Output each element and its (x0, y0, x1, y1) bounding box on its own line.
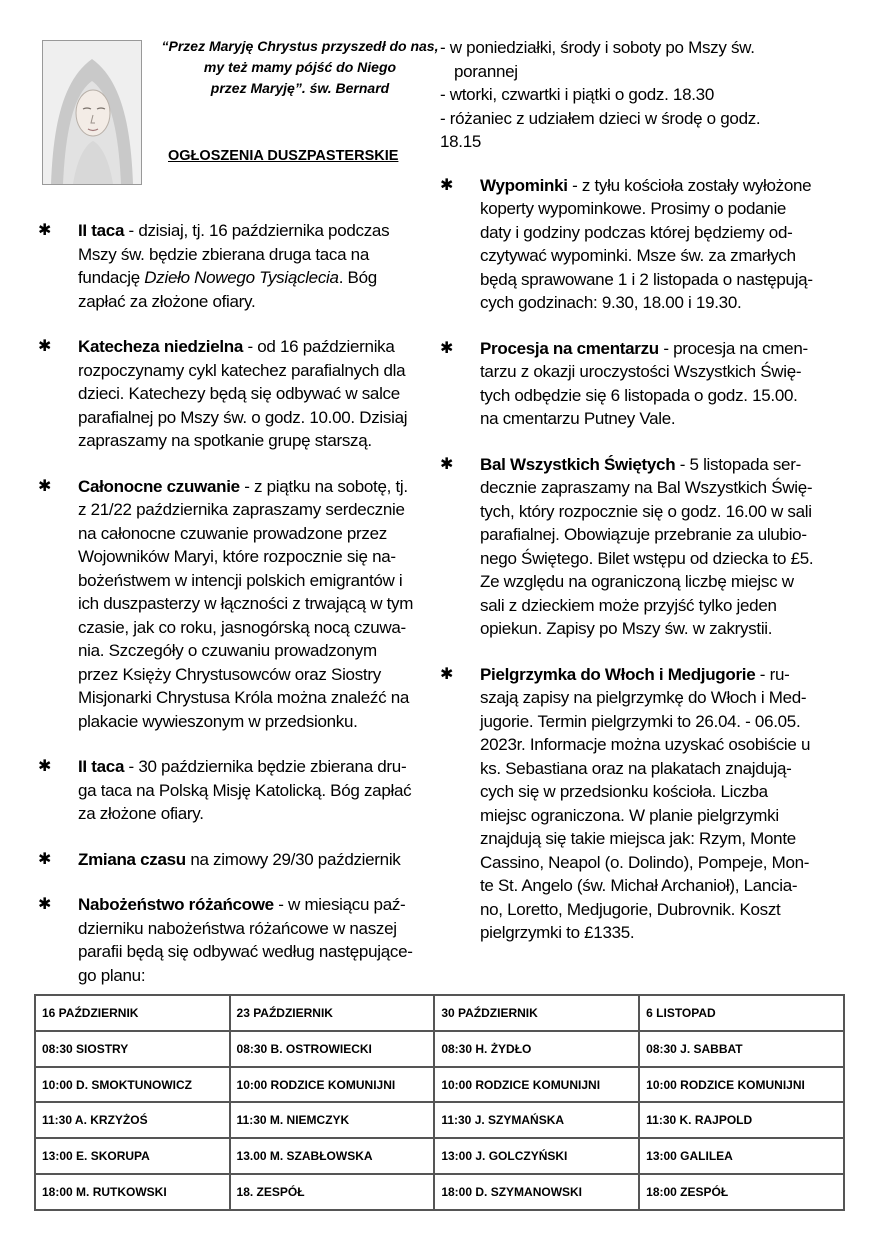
mass-schedule-table (34, 994, 845, 1211)
table-cell: 08:30 B. OSTROWIECKI (230, 1031, 435, 1067)
plan-line: - wtorki, czwartki i piątki o godz. 18.30 (440, 85, 714, 104)
item-line: 2023r. Informacje można uzyskać osobiście u (480, 735, 811, 754)
item-line: II taca - 30 października będzie zbierana dru- (78, 757, 407, 776)
item-line: parafialnej. Obowiązuje przebranie za ulubio- (480, 525, 807, 544)
table-cell: 11:30 J. SZYMAŃSKA (434, 1102, 639, 1138)
item-line: ich duszpasterzy w łączności z trwającą w tym (78, 594, 414, 613)
table-cell: 18:00 D. SZYMANOWSKI (434, 1174, 639, 1210)
item-line: pielgrzymki to £1335. (480, 923, 635, 942)
item-line: Zmiana czasu na zimowy 29/30 październik (78, 849, 401, 869)
item-line: decznie zapraszamy na Bal Wszystkich Świę- (480, 478, 813, 497)
item-line: Nabożeństwo różańcowe - w miesiącu paź- (78, 895, 406, 914)
item-line: sali z dzieckiem może przyjść tylko jeden (480, 595, 777, 615)
item-line: cych godzinach: 9.30, 18.00 i 19.30. (480, 293, 742, 312)
table-cell: 13:00 J. GOLCZYŃSKI (434, 1138, 639, 1174)
item-line: Wojowników Maryi, które rozpocznie się na- (78, 547, 396, 566)
item-line: szają zapisy na pielgrzymkę do Włoch i Med- (480, 688, 807, 707)
table-row (35, 1067, 844, 1103)
item-line: tych odbędzie się 6 listopada o godz. 15.00. (480, 385, 798, 405)
quote-line: przez Maryję”. św. Bernard (210, 80, 390, 96)
quote (150, 36, 450, 99)
table-cell: 13:00 E. SKORUPA (35, 1138, 230, 1174)
announcement-item (440, 453, 835, 641)
table-cell: 18:00 M. RUTKOWSKI (35, 1174, 230, 1210)
asterisk-bullet-icon: ✱ (440, 455, 454, 473)
table-cell: 10:00 RODZICE KOMUNIJNI (639, 1067, 844, 1103)
item-line: Mszy św. będzie zbierana druga taca na (78, 244, 369, 264)
table-cell: 10:00 D. SMOKTUNOWICZ (35, 1067, 230, 1103)
item-title: Całonocne czuwanie (78, 476, 240, 496)
item-line: plakacie wywieszonym w przedsionku. (78, 711, 358, 731)
item-title: Bal Wszystkich Świętych (480, 454, 676, 474)
item-title: II taca (78, 757, 125, 776)
table-cell: 10:00 RODZICE KOMUNIJNI (230, 1067, 435, 1103)
item-line: go planu: (78, 965, 146, 985)
item-line: te St. Angelo (św. Michał Archanioł), Lancia- (480, 876, 798, 895)
item-line: przez Księży Chrystusowców oraz Siostry (78, 664, 381, 684)
item-line: Misjonarki Chrystusa Króla można znaleźć na (78, 688, 410, 707)
announcement-item (440, 663, 835, 945)
plan-line: porannej (454, 61, 518, 81)
asterisk-bullet-icon: ✱ (38, 896, 52, 913)
asterisk-bullet-icon: ✱ (38, 222, 52, 239)
item-line: II taca - dzisiaj, tj. 16 października podczas (78, 221, 390, 240)
item-line: czytywać wypominki. Msze św. za zmarłych (480, 246, 796, 265)
table-row (35, 1174, 844, 1210)
table-cell: 18. ZESPÓŁ (230, 1174, 435, 1210)
item-line: ks. Sebastiana oraz na plakatach znajdują- (480, 758, 792, 778)
plan-line: - w poniedziałki, środy i soboty po Mszy św. (440, 38, 755, 57)
item-line: miejsc ograniczona. W planie pielgrzymki (480, 805, 779, 825)
right-column (440, 36, 835, 967)
table-cell: 08:30 H. ŻYDŁO (434, 1031, 639, 1067)
table-cell: 13:00 GALILEA (639, 1138, 844, 1174)
table-cell: 08:30 J. SABBAT (639, 1031, 844, 1067)
table-row (35, 1031, 844, 1067)
item-title: Wypominki (480, 175, 568, 195)
left-column (38, 219, 418, 1009)
asterisk-bullet-icon: ✱ (38, 758, 52, 775)
item-line: cych się w przedsionku kościoła. Liczba (480, 782, 768, 801)
item-line: Całonocne czuwanie - z piątku na sobotę, tj. (78, 476, 408, 496)
page-title: OGŁOSZENIA DUSZPASTERSKIE (168, 148, 399, 164)
item-line: fundację Dzieło Nowego Tysiąclecia. Bóg (78, 268, 377, 287)
announcement-item (440, 174, 835, 315)
item-line: parafialnej po Mszy św. o godz. 10.00. Dzisiaj (78, 407, 408, 427)
item-line: bożeństwem w intencji polskich emigrantów i (78, 570, 403, 590)
table-row (35, 1138, 844, 1174)
madonna-portrait (42, 40, 142, 185)
table-cell: 13.00 M. SZABŁOWSKA (230, 1138, 435, 1174)
asterisk-bullet-icon: ✱ (440, 339, 454, 357)
item-line: dzieci. Katechezy będą się odbywać w salce (78, 384, 400, 403)
asterisk-bullet-icon: ✱ (38, 338, 52, 355)
item-title: Procesja na cmentarzu (480, 338, 659, 358)
table-header-cell: 30 PAŹDZIERNIK (434, 995, 639, 1031)
item-line: czasie, jak co roku, jasnogórską nocą czuwa- (78, 617, 406, 637)
item-line: koperty wypominkowe. Prosimy o podanie (480, 199, 787, 218)
plan-line: - różaniec z udziałem dzieci w środę o godz. (440, 108, 761, 128)
announcement-item (38, 335, 418, 453)
item-title: II taca (78, 221, 125, 240)
item-line: Bal Wszystkich Świętych - 5 listopada ser- (480, 454, 801, 474)
item-line: ga taca na Polską Misję Katolicką. Bóg zapłać (78, 780, 412, 800)
item-line: jugorie. Termin pielgrzymki to 26.04. - 06.05. (480, 711, 801, 731)
item-line: znajdują się takie miejsca jak: Rzym, Monte (480, 829, 796, 848)
announcement-item (440, 337, 835, 431)
table-cell: 18:00 ZESPÓŁ (639, 1174, 844, 1210)
item-line: nego Świętego. Bilet wstępu od dziecka to £5. (480, 548, 814, 568)
announcement-item (38, 848, 418, 872)
table-cell: 08:30 SIOSTRY (35, 1031, 230, 1067)
item-line: tych, który rozpocznie się o godz. 16.00 w sali (480, 501, 812, 521)
table-header-cell: 6 LISTOPAD (639, 995, 844, 1031)
table-cell: 11:30 A. KRZYŻOŚ (35, 1102, 230, 1138)
item-line: zapłać za złożone ofiary. (78, 291, 256, 311)
item-title: Nabożeństwo różańcowe (78, 895, 274, 914)
item-line: Procesja na cmentarzu - procesja na cmen- (480, 338, 808, 358)
table-row (35, 1102, 844, 1138)
item-line: dzierniku nabożeństwa różańcowe w naszej (78, 918, 397, 938)
item-line: zapraszamy na spotkanie grupę starszą. (78, 431, 372, 450)
item-line: tarzu z okazji uroczystości Wszystkich Świę- (480, 362, 802, 381)
table-row (35, 995, 844, 1031)
announcement-item (38, 219, 418, 313)
item-line: opiekun. Zapisy po Mszy św. w zakrystii. (480, 619, 773, 638)
announcement-item (38, 893, 418, 987)
table-cell: 11:30 M. NIEMCZYK (230, 1102, 435, 1138)
announcement-item (38, 475, 418, 734)
item-line: Pielgrzymka do Włoch i Medjugorie - ru- (480, 664, 790, 684)
item-line: będą sprawowane 1 i 2 listopada o następują- (480, 269, 813, 289)
table-cell: 10:00 RODZICE KOMUNIJNI (434, 1067, 639, 1103)
asterisk-bullet-icon: ✱ (38, 850, 52, 868)
asterisk-bullet-icon: ✱ (440, 665, 454, 683)
table-cell: 11:30 K. RAJPOLD (639, 1102, 844, 1138)
plan-line: 18.15 (440, 132, 482, 151)
item-line: Wypominki - z tyłu kościoła zostały wyłożone (480, 175, 812, 195)
item-line: Katecheza niedzielna - od 16 października (78, 337, 395, 356)
item-line: Ze względu na ograniczoną liczbę miejsc w (480, 572, 794, 591)
rosary-plan (440, 36, 835, 154)
item-line: nia. Szczegóły o czuwaniu prowadzonym (78, 641, 377, 660)
item-line: za złożone ofiary. (78, 804, 204, 823)
asterisk-bullet-icon: ✱ (440, 176, 454, 194)
asterisk-bullet-icon: ✱ (38, 477, 52, 495)
item-title: Pielgrzymka do Włoch i Medjugorie (480, 664, 756, 684)
item-line: na cmentarzu Putney Vale. (480, 409, 676, 428)
item-title: Zmiana czasu (78, 849, 186, 869)
table-header-cell: 23 PAŹDZIERNIK (230, 995, 435, 1031)
item-line: na całonocne czuwanie prowadzone przez (78, 523, 387, 543)
item-line: no, Loretto, Medjugorie, Dubrovnik. Koszt (480, 899, 781, 919)
quote-line: “Przez Maryję Chrystus przyszedł do nas, (161, 38, 439, 54)
quote-line: my też mamy pójść do Niego (203, 59, 397, 75)
item-line: z 21/22 października zapraszamy serdecznie (78, 500, 405, 519)
item-line: Cassino, Neapol (o. Dolindo), Pompeje, Mon- (480, 852, 810, 872)
item-line: rozpoczynamy cykl katechez parafialnych dla (78, 360, 406, 380)
table-header-cell: 16 PAŹDZIERNIK (35, 995, 230, 1031)
item-line: parafii będą się odbywać według następujące- (78, 942, 413, 961)
item-title: Katecheza niedzielna (78, 337, 244, 356)
item-line: daty i godziny podczas której będziemy od- (480, 222, 793, 242)
announcement-item (38, 755, 418, 826)
